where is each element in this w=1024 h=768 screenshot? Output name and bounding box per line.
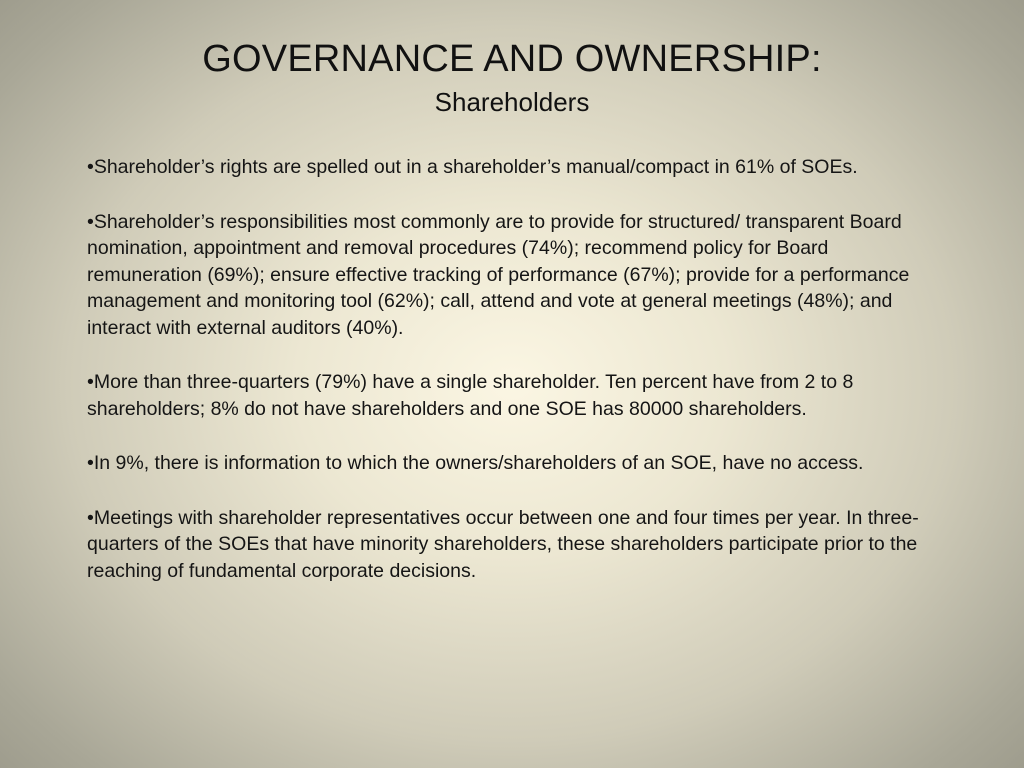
slide-title: GOVERNANCE AND OWNERSHIP: (202, 38, 822, 80)
bullet-item: •In 9%, there is information to which the owners/shareholders of an SOE, have no access. (87, 452, 864, 474)
slide-body (87, 154, 947, 612)
bullet-item: •Shareholder’s responsibilities most commonly are to provide for structured/ transparent Board nomination, appointment and removal procedures (74%); recommend policy for Board remuneration (69%); ensure effective tracking of performance (67%); provide for a performance management and monitoring tool (62%); call, attend and vote at general meetings (48%); and interact with external auditors (40%). (87, 210, 910, 339)
bullet-item: •Meetings with shareholder representatives occur between one and four times per year. In three-quarters of the SOEs that have minority shareholders, these shareholders participate prior to the reaching of fundamental corporate decisions. (87, 506, 919, 582)
slide-subtitle: Shareholders (434, 87, 590, 117)
bullet-item: •Shareholder’s rights are spelled out in a shareholder’s manual/compact in 61% of SOEs. (87, 156, 858, 178)
bullet-item: •More than three-quarters (79%) have a single shareholder. Ten percent have from 2 to 8 shareholders; 8% do not have shareholders and one SOE has 80000 shareholders. (87, 371, 854, 420)
title-block (0, 36, 1024, 118)
